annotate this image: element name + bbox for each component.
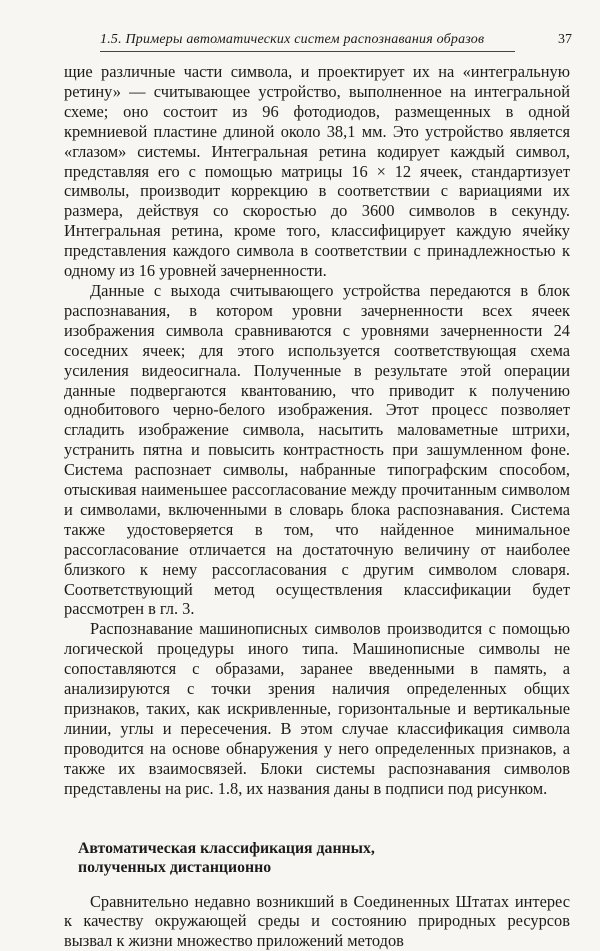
page-body [64,62,570,951]
paragraph: Распознавание машинописных символов производится с помощью логической процедуры иного типа. Машинописные символы не сопоставляются с образами, заранее введенными в память, а анализируются с точки зрения наличия определенных общих признаков, таких, как искривленные, горизонтальные и вертикальные линии, углы и пересечения. В этом случае классификация символа проводится на основе обнаружения у него определенных признаков, а также их взаимосвязей. Блоки системы распознавания символов представлены на рис. 1.8, их названия даны в подписи под рисунком. [64,619,570,798]
paragraph-continuation: щие различные части символа, и проектирует их на «интегральную ретину» — считывающее устройство, выполненное на интегральной схеме; оно состоит из 96 фотодиодов, размещенных в одной кремниевой пластине длиной около 38,1 мм. Это устройство является «глазом» системы. Интегральная ретина кодирует каждый символ, представляя его с помощью матрицы 16 × 12 ячеек, стандартизует символы, производит коррекцию в соответствии с вариациями их размера, действуя со скоростью до 3600 символов в секунду. Интегральная ретина, кроме того, классифицирует каждую ячейку представления каждого символа в соответствии с принадлежностью к одному из 16 уровней зачерненности. [64,62,570,281]
section-heading-line: полученных дистанционно [78,859,272,877]
page-number: 37 [558,32,572,47]
section-heading [78,839,570,878]
header-rule [100,51,515,52]
running-head: 1.5. Примеры автоматических систем распознавания образов [100,32,485,47]
page-header [100,32,572,54]
paragraph: Сравнительно недавно возникший в Соединенных Штатах интерес к качеству окружающей среды и состоянию природных ресурсов вызвал к жизни множество приложений методов [64,891,570,951]
paragraph: Данные с выхода считывающего устройства передаются в блок распознавания, в котором уровни зачерненности всех ячеек изображения символа сравниваются с уровнями зачерненности 24 соседних ячеек; для этого используется соответствующая схема усиления видеосигнала. Полученные в результате этой операции данные подвергаются квантованию, что приводит к получению однобитового черно-белого изображения. Этот процесс позволяет сгладить изображение символа, насытить маловаметные штрихи, устранить пятна и повысить контрастность при зашумленном фоне. Система распознает символы, набранные типографским способом, отыскивая наименьшее рассогласование между прочитанным символом и символами, включенными в словарь блока распознавания. Система также удостоверяется в том, что найденное минимальное рассогласование отличается на достаточную величину от наиболее близкого к нему рассогласования с другим символом словаря. Соответствующий метод осуществления классификации будет рассмотрен в гл. 3. [64,280,570,619]
section-heading-line: Автоматическая классификация данных, [78,839,375,857]
